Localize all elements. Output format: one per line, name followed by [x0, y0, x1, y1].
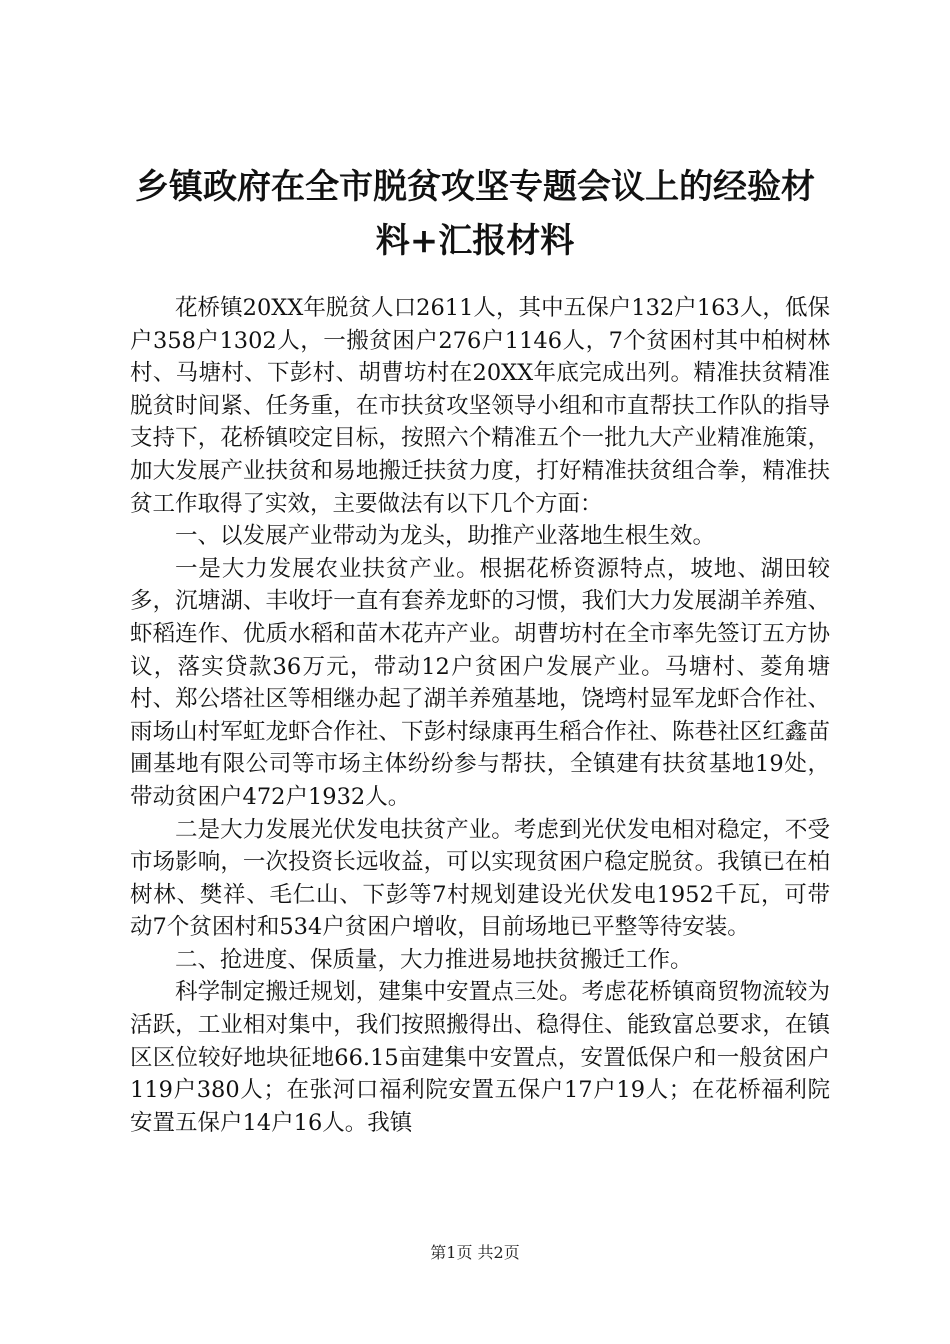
page-number-footer: 第1页 共2页	[430, 1243, 520, 1262]
paragraph-agriculture: 一是大力发展农业扶贫产业。根据花桥资源特点，坡地、湖田较多，沉塘湖、丰收圩一直有套养龙虾的习惯，我们大力发展湖羊养殖、虾稻连作、优质水稻和苗木花卉产业。胡曹坊村在全市率先签订五方协议，落实贷款36万元，带动12户贫困户发展产业。马塘村、菱角塘村、郑公塔社区等相继办起了湖羊养殖基地，饶塆村显军龙虾合作社、雨场山村军虹龙虾合作社、下彭村绿康再生稻合作社、陈巷社区红鑫苗圃基地有限公司等市场主体纷纷参与帮扶，全镇建有扶贫基地19处，带动贫困户472户1932人。	[130, 555, 830, 810]
document-title	[120, 160, 830, 268]
paragraph-photovoltaic: 二是大力发展光伏发电扶贫产业。考虑到光伏发电相对稳定，不受市场影响，一次投资长远收益，可以实现贫困户稳定脱贫。我镇已在柏树林、樊祥、毛仁山、下彭等7村规划建设光伏发电1952千瓦，可带动7个贫困村和534户贫困户增收，目前场地已平整等待安装。	[130, 816, 830, 941]
document-body	[130, 292, 830, 1139]
title-line-1: 乡镇政府在全市脱贫攻坚专题会议上的经验材	[135, 167, 815, 207]
section-heading-2: 二、抢进度、保质量，大力推进易地扶贫搬迁工作。	[175, 946, 693, 973]
paragraph-relocation: 科学制定搬迁规划，建集中安置点三处。考虑花桥镇商贸物流较为活跃，工业相对集中，我们按照搬得出、稳得住、能致富总要求，在镇区区位较好地块征地66.15亩建集中安置点，安置低保户和一般贫困户119户380人；在张河口福利院安置五保户17户19人；在花桥福利院安置五保户14户16人。我镇	[130, 979, 830, 1136]
section-heading-1: 一、以发展产业带动为龙头，助推产业落地生根生效。	[175, 523, 716, 550]
paragraph-intro: 花桥镇20XX年脱贫人口2611人，其中五保户132户163人，低保户358户1302人，一搬贫困户276户1146人，7个贫困村其中柏树林村、马塘村、下彭村、胡曹坊村在20XX年底完成出列。精准扶贫精准脱贫时间紧、任务重，在市扶贫攻坚领导小组和市直帮扶工作队的指导支持下，花桥镇咬定目标，按照六个精准五个一批九大产业精准施策，加大发展产业扶贫和易地搬迁扶贫力度，打好精准扶贫组合拳，精准扶贫工作取得了实效，主要做法有以下几个方面：	[130, 295, 830, 517]
title-line-2: 料+汇报材料	[375, 221, 575, 261]
